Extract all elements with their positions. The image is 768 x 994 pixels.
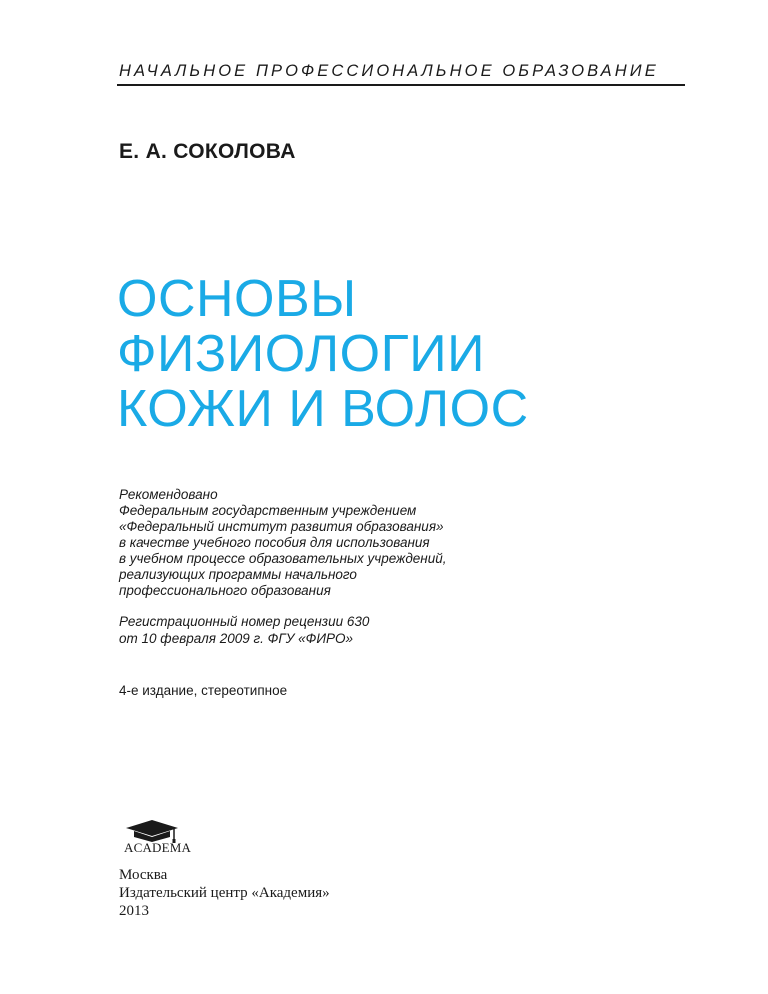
imprint-year: 2013	[119, 903, 149, 919]
edition-note: 4-е издание, стереотипное	[119, 683, 288, 698]
book-title-line: ФИЗИОЛОГИИ	[117, 325, 486, 383]
recommendation-line: Федеральным государственным учреждением	[119, 503, 417, 518]
recommendation-line: в качестве учебного пособия для использования	[119, 535, 430, 550]
academia-logo-text: ACADEMA	[124, 840, 192, 855]
recommendation-line: Рекомендовано	[119, 487, 218, 502]
recommendation-line: в учебном процессе образовательных учреждений,	[119, 551, 447, 566]
imprint-publisher: Издательский центр «Академия»	[119, 885, 330, 901]
academia-logo	[124, 818, 192, 858]
imprint	[119, 866, 330, 920]
recommendation-line: «Федеральный институт развития образования»	[119, 519, 444, 534]
book-title-line: ОСНОВЫ	[117, 270, 357, 328]
series-title: НАЧАЛЬНОЕ ПРОФЕССИОНАЛЬНОЕ ОБРАЗОВАНИЕ	[119, 62, 659, 80]
book-title	[117, 272, 529, 437]
header-rule	[117, 84, 685, 86]
registration-line: Регистрационный номер рецензии 630	[119, 614, 370, 629]
registration-note	[119, 613, 369, 647]
recommendation-line: реализующих программы начального	[119, 567, 357, 582]
imprint-city: Москва	[119, 867, 168, 883]
author-name: Е. А. СОКОЛОВА	[119, 140, 296, 163]
book-title-line: КОЖИ И ВОЛОС	[117, 380, 529, 438]
registration-line: от 10 февраля 2009 г. ФГУ «ФИРО»	[119, 631, 354, 646]
recommendation-line: профессионального образования	[119, 583, 331, 598]
recommendation-note	[119, 487, 447, 599]
